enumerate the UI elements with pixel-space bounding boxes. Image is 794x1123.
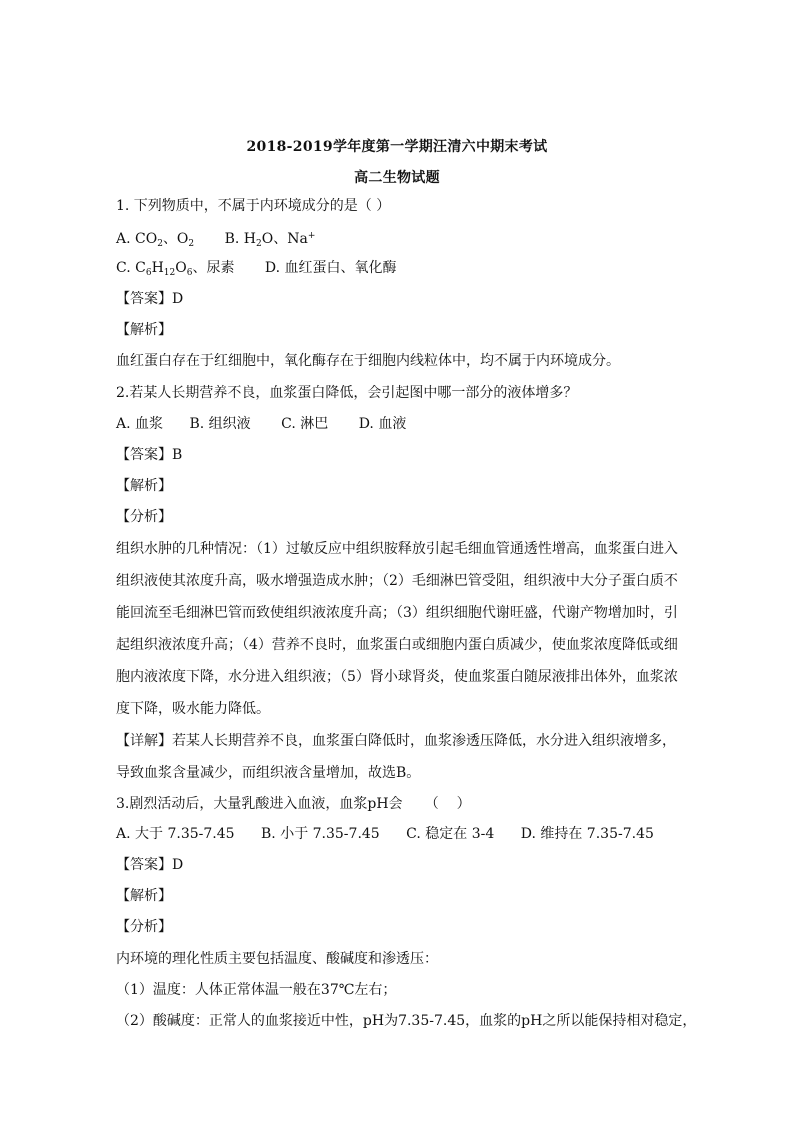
q2-detail-line: 导致血浆含量减少，而组织液含量增加，故选B。	[116, 765, 421, 781]
q1-analysis-tag: 【解析】	[116, 322, 172, 338]
q3-fenxi-line: （1）温度：人体正常体温一般在37℃左右；	[116, 982, 397, 998]
q3-fenxi-line: 内环境的理化性质主要包括温度、酸碱度和渗透压：	[116, 951, 438, 967]
q1-option-c: C. $C_6H_{12}O_6$、尿素	[116, 260, 235, 278]
q1-option-d: D. 血红蛋白、氧化酶	[264, 260, 397, 276]
q2-fenxi-line: 组织水肿的几种情况：（1）过敏反应中组织胺释放引起毛细血管通透性增高，血浆蛋白进入	[116, 541, 678, 557]
q1-option-b: B. $H_2O$、Na+	[224, 231, 316, 249]
q2-fenxi-line: 度下降，吸水能力降低。	[116, 701, 270, 717]
q3-option-a: A. 大于 7.35-7.45	[116, 826, 235, 842]
q3-analysis-tag: 【解析】	[116, 888, 172, 904]
q1-option-a: A. $CO_2$、$O_2$	[116, 231, 195, 249]
q2-analysis-tag: 【解析】	[116, 478, 172, 494]
q2-answer: 【答案】B	[116, 447, 183, 463]
q3-answer: 【答案】D	[116, 857, 184, 873]
q2-fenxi-line: 能回流至毛细淋巴管而致使组织液浓度升高；（3）组织细胞代谢旺盛，代谢产物增加时，引	[116, 605, 678, 621]
q3-options	[116, 824, 654, 844]
document-subtitle: 高二生物试题	[354, 170, 440, 186]
q3-stem: 3.剧烈活动后，大量乳酸进入血液，血浆pH会 （ ）	[116, 796, 471, 812]
q3-fenxi-line: （2）酸碱度：正常人的血浆接近中性，pH为7.35-7.45，血浆的pH之所以能保持相对稳定，	[116, 1013, 697, 1029]
q1-stem: 1. 下列物质中，不属于内环境成分的是（ ）	[116, 198, 391, 214]
q3-option-c: C. 稳定在 3-4	[406, 826, 495, 842]
q1-options-row1	[116, 226, 315, 254]
q2-fenxi-line: 组织液使其浓度升高，吸水增强造成水肿；（2）毛细淋巴管受阻，组织液中大分子蛋白质不	[116, 573, 678, 589]
q1-options-row2	[116, 258, 397, 283]
q2-fenxi-line: 起组织液浓度升高；（4）营养不良时，血浆蛋白或细胞内蛋白质减少，使血浆浓度降低或细	[116, 637, 678, 653]
q2-options	[116, 414, 406, 434]
document-title: 2018-2019学年度第一学期汪清六中期末考试	[246, 139, 548, 155]
q2-option-b: B. 组织液	[189, 416, 251, 432]
q2-option-d: D. 血液	[358, 416, 407, 432]
q2-fenxi-tag: 【分析】	[116, 509, 172, 525]
q3-fenxi-tag: 【分析】	[116, 919, 172, 935]
q2-stem: 2.若某人长期营养不良，血浆蛋白降低，会引起图中哪一部分的液体增多？	[116, 385, 578, 401]
q3-option-d: D. 维持在 7.35-7.45	[520, 826, 654, 842]
q2-option-a: A. 血浆	[116, 416, 164, 432]
q2-detail-line: 【详解】若某人长期营养不良，血浆蛋白降低时，血浆渗透压降低，水分进入组织液增多，	[116, 733, 676, 749]
q1-answer: 【答案】D	[116, 291, 184, 307]
q1-analysis: 血红蛋白存在于红细胞中，氧化酶存在于细胞内线粒体中，均不属于内环境成分。	[116, 353, 620, 369]
q2-fenxi-line: 胞内液浓度下降，水分进入组织液；（5）肾小球肾炎，使血浆蛋白随尿液排出体外，血浆浓	[116, 669, 678, 685]
q3-option-b: B. 小于 7.35-7.45	[261, 826, 380, 842]
q2-option-c: C. 淋巴	[281, 416, 329, 432]
